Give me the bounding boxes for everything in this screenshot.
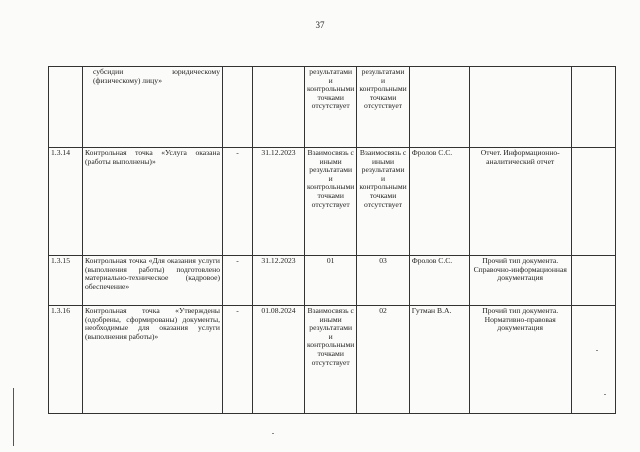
row-responsible: [409, 67, 469, 148]
row-prev-link: Взаимосвязь с иными результатами и контрольными точками отсутствует: [305, 306, 357, 414]
row-date: 31.12.2023: [253, 148, 305, 256]
row-empty: [571, 67, 615, 148]
row-date: 31.12.2023: [253, 256, 305, 306]
row-prev-link: результатами и контрольными точками отсутствует: [305, 67, 357, 148]
page-number: 37: [315, 20, 325, 30]
row-prev-link: 01: [305, 256, 357, 306]
row-empty: [571, 306, 615, 414]
row-dash: -: [223, 256, 253, 306]
row-number: 1.3.16: [49, 306, 83, 414]
row-document: [469, 67, 571, 148]
row-number: 1.3.15: [49, 256, 83, 306]
row-empty: [571, 148, 615, 256]
row-name: Контрольная точка «Утверждены (одобрены, сформированы) документы, необходимые для оказания услуги (выполнения работы)»: [83, 306, 223, 414]
row-number: 1.3.14: [49, 148, 83, 256]
row-responsible: Гутман В.А.: [409, 306, 469, 414]
row-date: [253, 67, 305, 148]
scan-speck: [596, 350, 598, 351]
row-next-link: Взаимосвязь с иными результатами и контрольными точками отсутствует: [357, 148, 409, 256]
row-empty: [571, 256, 615, 306]
row-next-link: 02: [357, 306, 409, 414]
row-responsible: Фролов С.С.: [409, 256, 469, 306]
row-next-link: результатами и контрольными точками отсутствует: [357, 67, 409, 148]
scan-edge-line: [13, 388, 14, 446]
row-document: Отчет. Информационно-аналитический отчет: [469, 148, 571, 256]
row-next-link: 03: [357, 256, 409, 306]
control-points-table: [48, 66, 616, 414]
row-name: Контрольная точка «Для оказания услуги (выполнения работы) подготовлено материально-техническое (кадровое) обеспечение»: [83, 256, 223, 306]
table-row: [49, 306, 616, 414]
row-responsible: Фролов С.С.: [409, 148, 469, 256]
row-dash: -: [223, 306, 253, 414]
table-row: [49, 256, 616, 306]
scan-speck: [272, 433, 274, 434]
row-name: субсидии юридическому (физическому) лицу»: [83, 67, 223, 148]
row-document: Прочий тип документа. Справочно-информационная документация: [469, 256, 571, 306]
table-row: [49, 148, 616, 256]
row-name: Контрольная точка «Услуга оказана (работы выполнены)»: [83, 148, 223, 256]
scan-speck: [604, 394, 606, 395]
row-document: Прочий тип документа. Нормативно-правовая документация: [469, 306, 571, 414]
row-dash: -: [223, 148, 253, 256]
row-date: 01.08.2024: [253, 306, 305, 414]
row-dash: [223, 67, 253, 148]
table-row: [49, 67, 616, 148]
row-prev-link: Взаимосвязь с иными результатами и контрольными точками отсутствует: [305, 148, 357, 256]
row-number: [49, 67, 83, 148]
